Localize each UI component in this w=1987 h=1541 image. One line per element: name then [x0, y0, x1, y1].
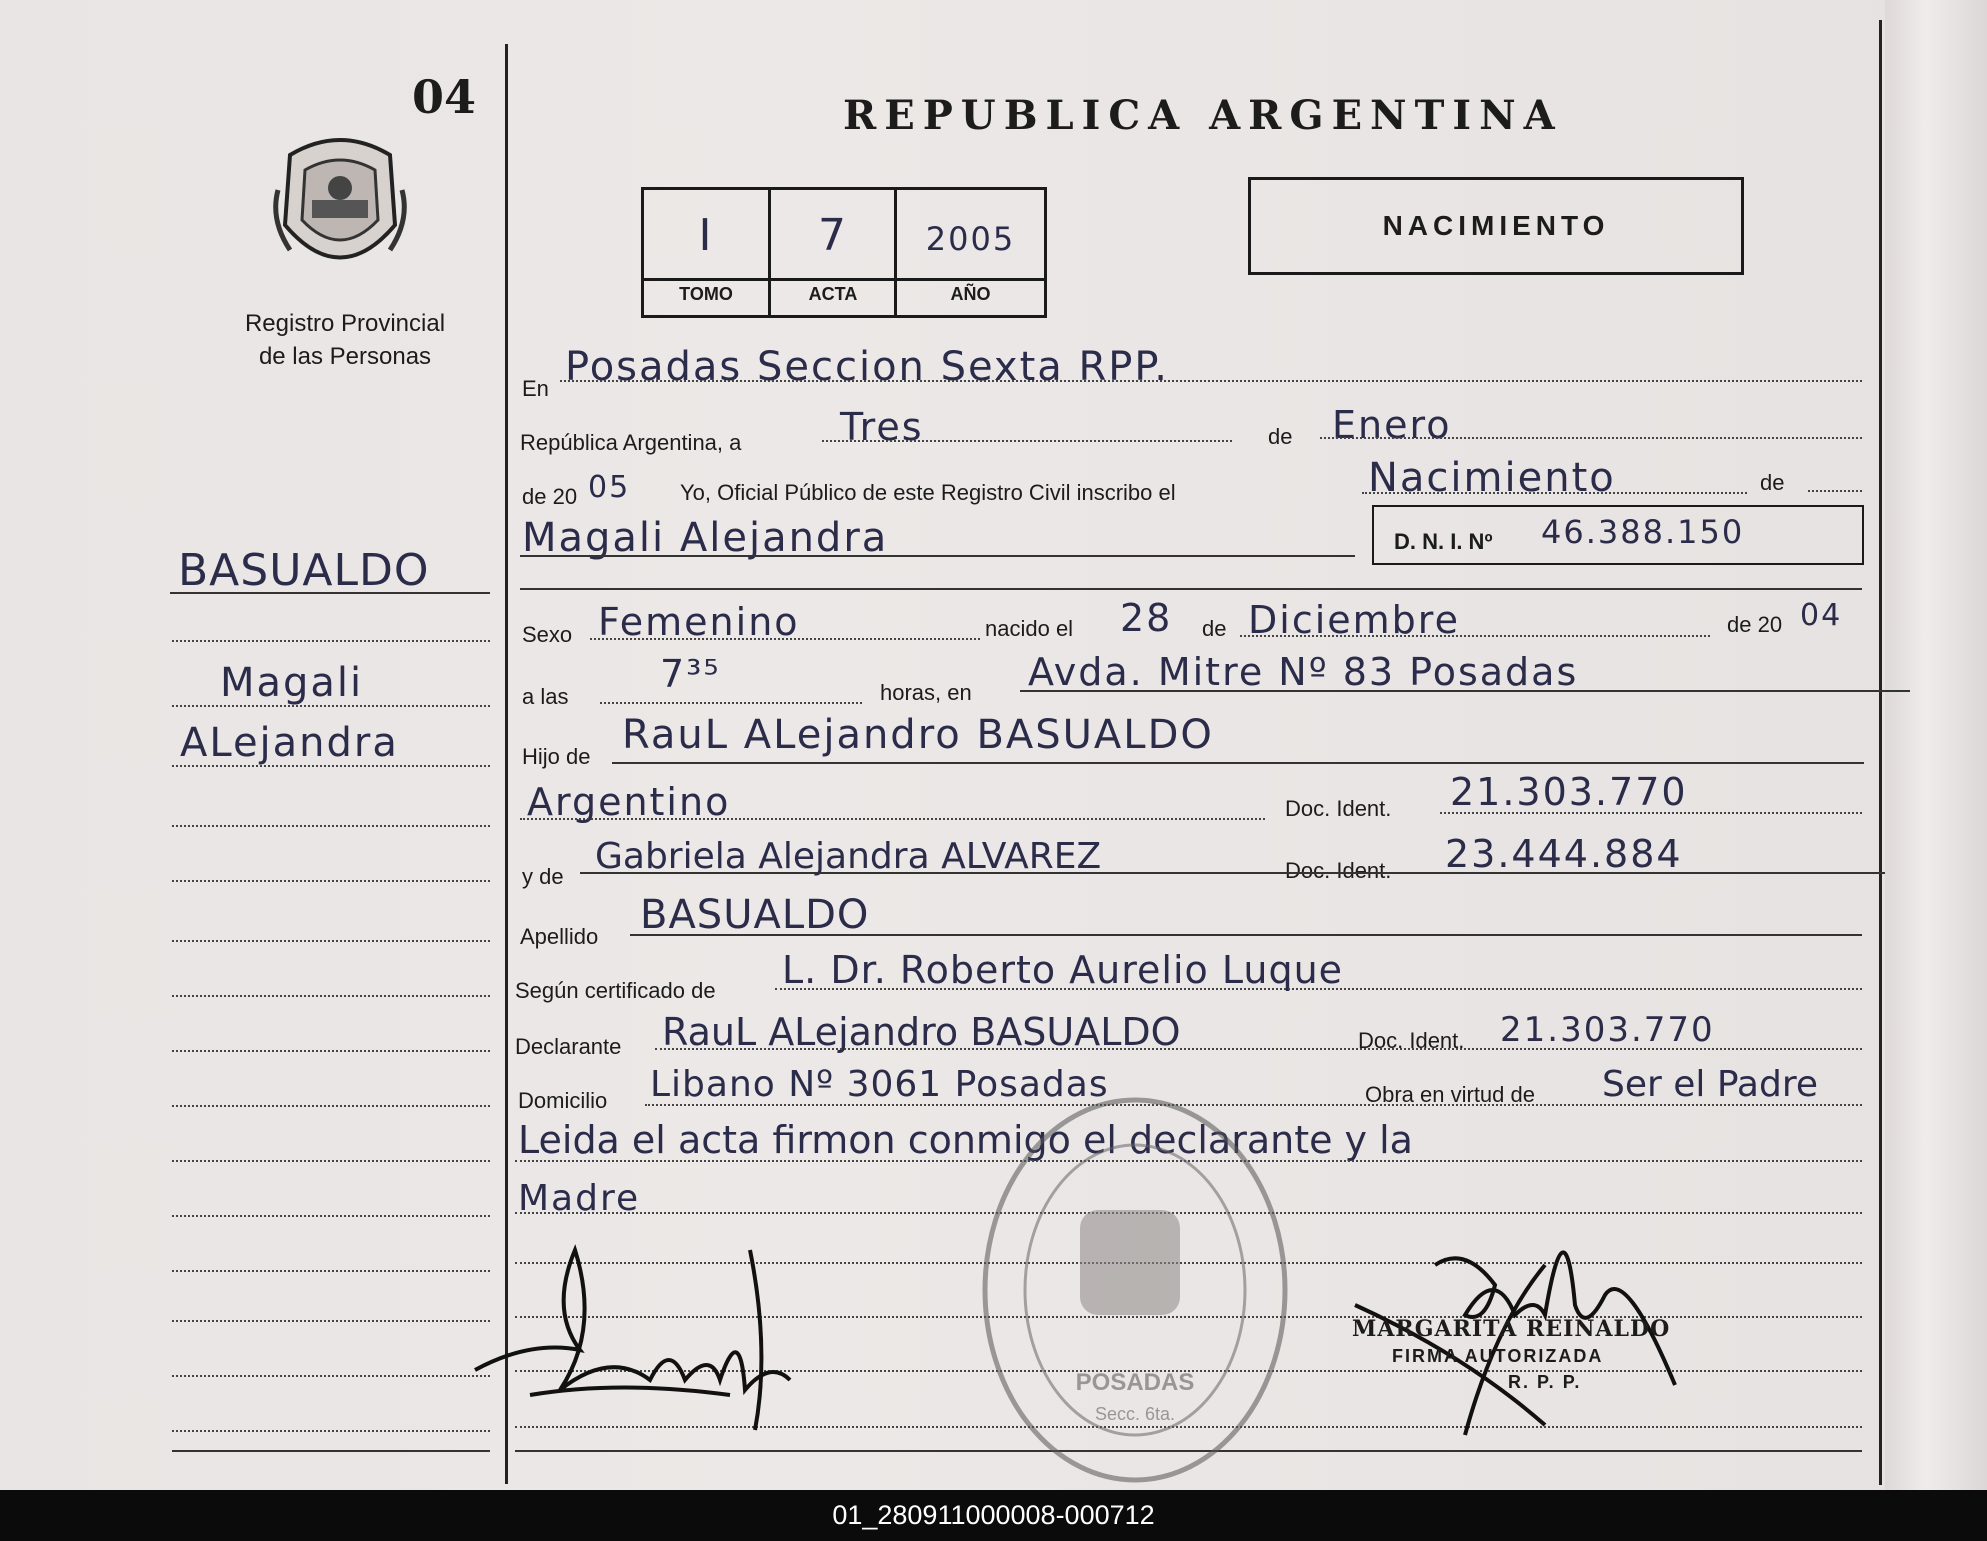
stamp-city: POSADAS	[1075, 1369, 1195, 1396]
registry-name-line2: de las Personas	[258, 343, 432, 370]
birth-day: 28	[1120, 596, 1173, 640]
birth-month: Diciembre	[1248, 598, 1460, 642]
given-names: Magali Alejandra	[522, 515, 889, 561]
ano-value: 2005	[925, 220, 1016, 258]
a-las-label: a las	[522, 684, 569, 709]
father-nationality: Argentino	[527, 780, 731, 824]
obra-label: Obra en virtud de	[1365, 1082, 1535, 1107]
nacido-label: nacido el	[985, 616, 1074, 641]
record-type-box	[1248, 177, 1744, 275]
certificado-label: Según certificado de	[515, 978, 716, 1003]
father-doc-label: Doc. Ident.	[1285, 796, 1392, 821]
provincial-seal-icon	[270, 130, 410, 280]
officer-title: FIRMA AUTORIZADA	[1392, 1346, 1604, 1366]
margin-name-line2: ALejandra	[180, 720, 399, 766]
declarante-doc: 21.303.770	[1500, 1010, 1715, 1050]
record-number-box	[641, 187, 1047, 318]
sexo-label: Sexo	[522, 622, 573, 647]
domicilio-value: Libano Nº 3061 Posadas	[650, 1064, 1109, 1105]
sexo-value: Femenino	[598, 600, 800, 644]
certificado-value: L. Dr. Roberto Aurelio Luque	[782, 948, 1344, 992]
de-label-3: de	[1202, 616, 1227, 641]
month-value: Enero	[1332, 403, 1452, 447]
de-label-2: de	[1760, 470, 1785, 495]
mother-doc-label: Doc. Ident.	[1285, 858, 1392, 883]
birth-time: 7³⁵	[660, 652, 721, 696]
ano-label: AÑO	[950, 284, 991, 304]
officer-name: MARGARITA REINALDO	[1352, 1316, 1671, 1342]
stamp-section: Secc. 6ta.	[1094, 1404, 1176, 1424]
document-title: REPUBLICA ARGENTINA	[843, 92, 1563, 139]
hijo-label: Hijo de	[522, 744, 591, 769]
page-number: 04	[412, 70, 477, 124]
birth-place: Avda. Mitre Nº 83 Posadas	[1028, 650, 1579, 694]
day-words: Tres	[840, 405, 924, 449]
declarante-doc-label: Doc. Ident.	[1358, 1028, 1465, 1053]
birth-year-suffix: 04	[1800, 598, 1843, 633]
apellido-value: BASUALDO	[640, 892, 870, 938]
birth-year-prefix: de 20	[1727, 612, 1783, 637]
republica-label: República Argentina, a	[520, 430, 742, 455]
declarant-signature	[470, 1230, 830, 1440]
official-text: Yo, Oficial Público de este Registro Civil inscribo el	[680, 480, 1176, 505]
image-id-footer: 01_280911000008-000712	[0, 1490, 1987, 1541]
record-type: NACIMIENTO	[1382, 210, 1610, 241]
domicilio-label: Domicilio	[518, 1088, 608, 1113]
dni-label: D. N. I. Nº	[1394, 529, 1493, 554]
right-border-rule	[1879, 20, 1882, 1485]
father-name: RauL ALejandro BASUALDO	[622, 712, 1214, 758]
tomo-label: TOMO	[679, 284, 733, 304]
margin-surname: BASUALDO	[178, 545, 430, 596]
note-line-1: Leida el acta firmon conmigo el declarante y la	[518, 1118, 1413, 1162]
dni-box	[1372, 505, 1864, 565]
y-de-label: y de	[522, 864, 564, 889]
page-edge	[1885, 0, 1987, 1490]
de-label: de	[1268, 424, 1293, 449]
event-value: Nacimiento	[1368, 455, 1616, 501]
en-label: En	[522, 376, 549, 401]
registry-name-line1: Registro Provincial	[244, 310, 446, 337]
year-suffix: 05	[588, 470, 631, 505]
place-value: Posadas Seccion Sexta RPP.	[565, 344, 1170, 390]
apellido-label: Apellido	[520, 924, 599, 949]
dni-value: 46.388.150	[1541, 513, 1745, 551]
obra-value: Ser el Padre	[1602, 1064, 1818, 1105]
declarante-label: Declarante	[515, 1034, 622, 1059]
mother-doc: 23.444.884	[1445, 832, 1683, 876]
tomo-value: I	[698, 210, 714, 261]
mother-name: Gabriela Alejandra ALVAREZ	[595, 836, 1102, 877]
horas-label: horas, en	[880, 680, 972, 705]
margin-name-line1: Magali	[220, 660, 364, 706]
declarante-value: RauL ALejandro BASUALDO	[662, 1010, 1181, 1054]
official-stamp	[975, 1090, 1295, 1490]
father-doc: 21.303.770	[1450, 770, 1688, 814]
officer-org: R. P. P.	[1508, 1372, 1582, 1392]
year-prefix: de 20	[522, 484, 578, 509]
note-line-2: Madre	[518, 1178, 641, 1219]
acta-value: 7	[818, 210, 848, 261]
acta-label: ACTA	[808, 284, 858, 304]
